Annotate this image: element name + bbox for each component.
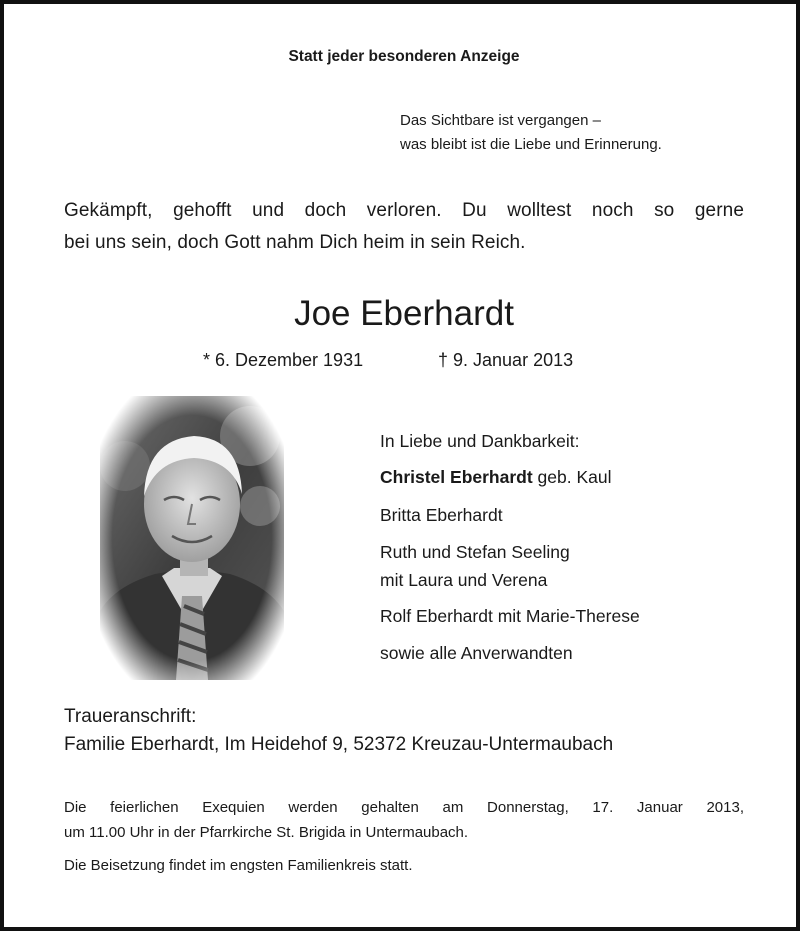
mourner-1 — [380, 467, 612, 488]
address-line: Familie Eberhardt, Im Heidehof 9, 52372 Kreuzau-Untermaubach — [64, 734, 614, 755]
mourners-closing: sowie alle Anverwandten — [380, 643, 573, 663]
mourners-intro: In Liebe und Dankbarkeit: — [380, 431, 580, 451]
mourner-4: Rolf Eberhardt mit Marie-Therese — [380, 606, 640, 626]
mourner-2: Britta Eberhardt — [380, 505, 503, 525]
mourner-3-line-1: Ruth und Stefan Seeling — [380, 542, 570, 562]
headline: Statt jeder besonderen Anzeige — [288, 48, 520, 65]
burial-note: Die Beisetzung findet im engsten Familienkreis statt. — [64, 857, 413, 874]
service-line-2: um 11.00 Uhr in der Pfarrkirche St. Brigida in Untermaubach. — [64, 824, 469, 841]
mourner-3-line-2: mit Laura und Verena — [380, 570, 548, 590]
quote-line-1: Das Sichtbare ist vergangen – — [400, 112, 601, 129]
intro-line-2: bei uns sein, doch Gott nahm Dich heim in sein Reich. — [64, 232, 526, 253]
address-label: Traueranschrift: — [64, 706, 197, 727]
death-date: † 9. Januar 2013 — [438, 350, 574, 370]
deceased-name: Joe Eberhardt — [294, 294, 514, 333]
birth-date: * 6. Dezember 1931 — [203, 350, 364, 370]
service-line-1: Die feierlichen Exequien werden gehalten am Donnerstag, 17. Januar 2013, — [64, 799, 744, 816]
mourner-1-name: Christel Eberhardt — [380, 467, 533, 487]
intro-line-1: Gekämpft, gehofft und doch verloren. Du wolltest noch so gerne — [64, 200, 744, 221]
quote-line-2: was bleibt ist die Liebe und Erinnerung. — [400, 136, 662, 153]
portrait-photo — [100, 396, 284, 680]
mourner-1-suffix: geb. Kaul — [532, 467, 612, 487]
